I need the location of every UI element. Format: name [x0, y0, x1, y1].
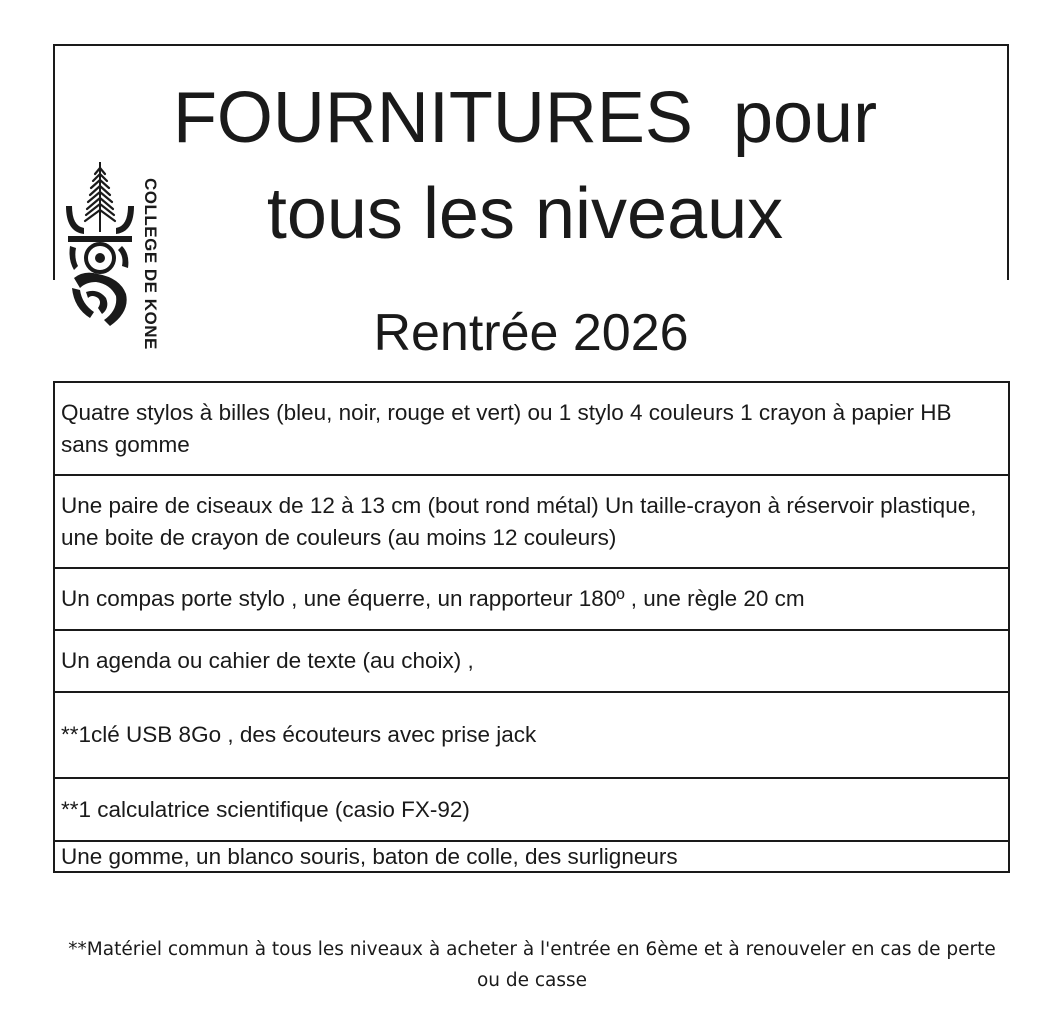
- table-row: [54, 778, 1009, 841]
- table-cell: Quatre stylos à billes (bleu, noir, rouge et vert) ou 1 stylo 4 couleurs 1 crayon à papier HB sans gomme: [54, 382, 1009, 475]
- table-cell: **1 calculatrice scientifique (casio FX-92): [54, 778, 1009, 841]
- supplies-table: [53, 381, 1010, 873]
- page-title-line-1: FOURNITURES pour: [172, 78, 878, 158]
- table-row: [54, 568, 1009, 630]
- table-row: [54, 630, 1009, 692]
- table-row: [54, 475, 1009, 568]
- page-subtitle: Rentrée 2026: [373, 304, 689, 362]
- table-row: [54, 382, 1009, 475]
- table-cell: Une gomme, un blanco souris, baton de colle, des surligneurs: [54, 841, 1009, 872]
- table-cell: Un agenda ou cahier de texte (au choix) ,: [54, 630, 1009, 692]
- table-cell: Un compas porte stylo , une équerre, un rapporteur 180º , une règle 20 cm: [54, 568, 1009, 630]
- table-cell: Une paire de ciseaux de 12 à 13 cm (bout rond métal) Un taille-crayon à réservoir plastique, une boite de crayon de couleurs (au moins 12 couleurs): [54, 475, 1009, 568]
- page-title-line-2: tous les niveaux: [266, 174, 784, 254]
- table-cell: **1clé USB 8Go , des écouteurs avec prise jack: [54, 692, 1009, 778]
- table-row: [54, 841, 1009, 872]
- college-name-label: COLLEGE DE KONE: [141, 178, 160, 350]
- table-row: [54, 692, 1009, 778]
- footer-note: **Matériel commun à tous les niveaux à acheter à l'entrée en 6ème et à renouveler en cas de perte ou de casse: [68, 939, 996, 991]
